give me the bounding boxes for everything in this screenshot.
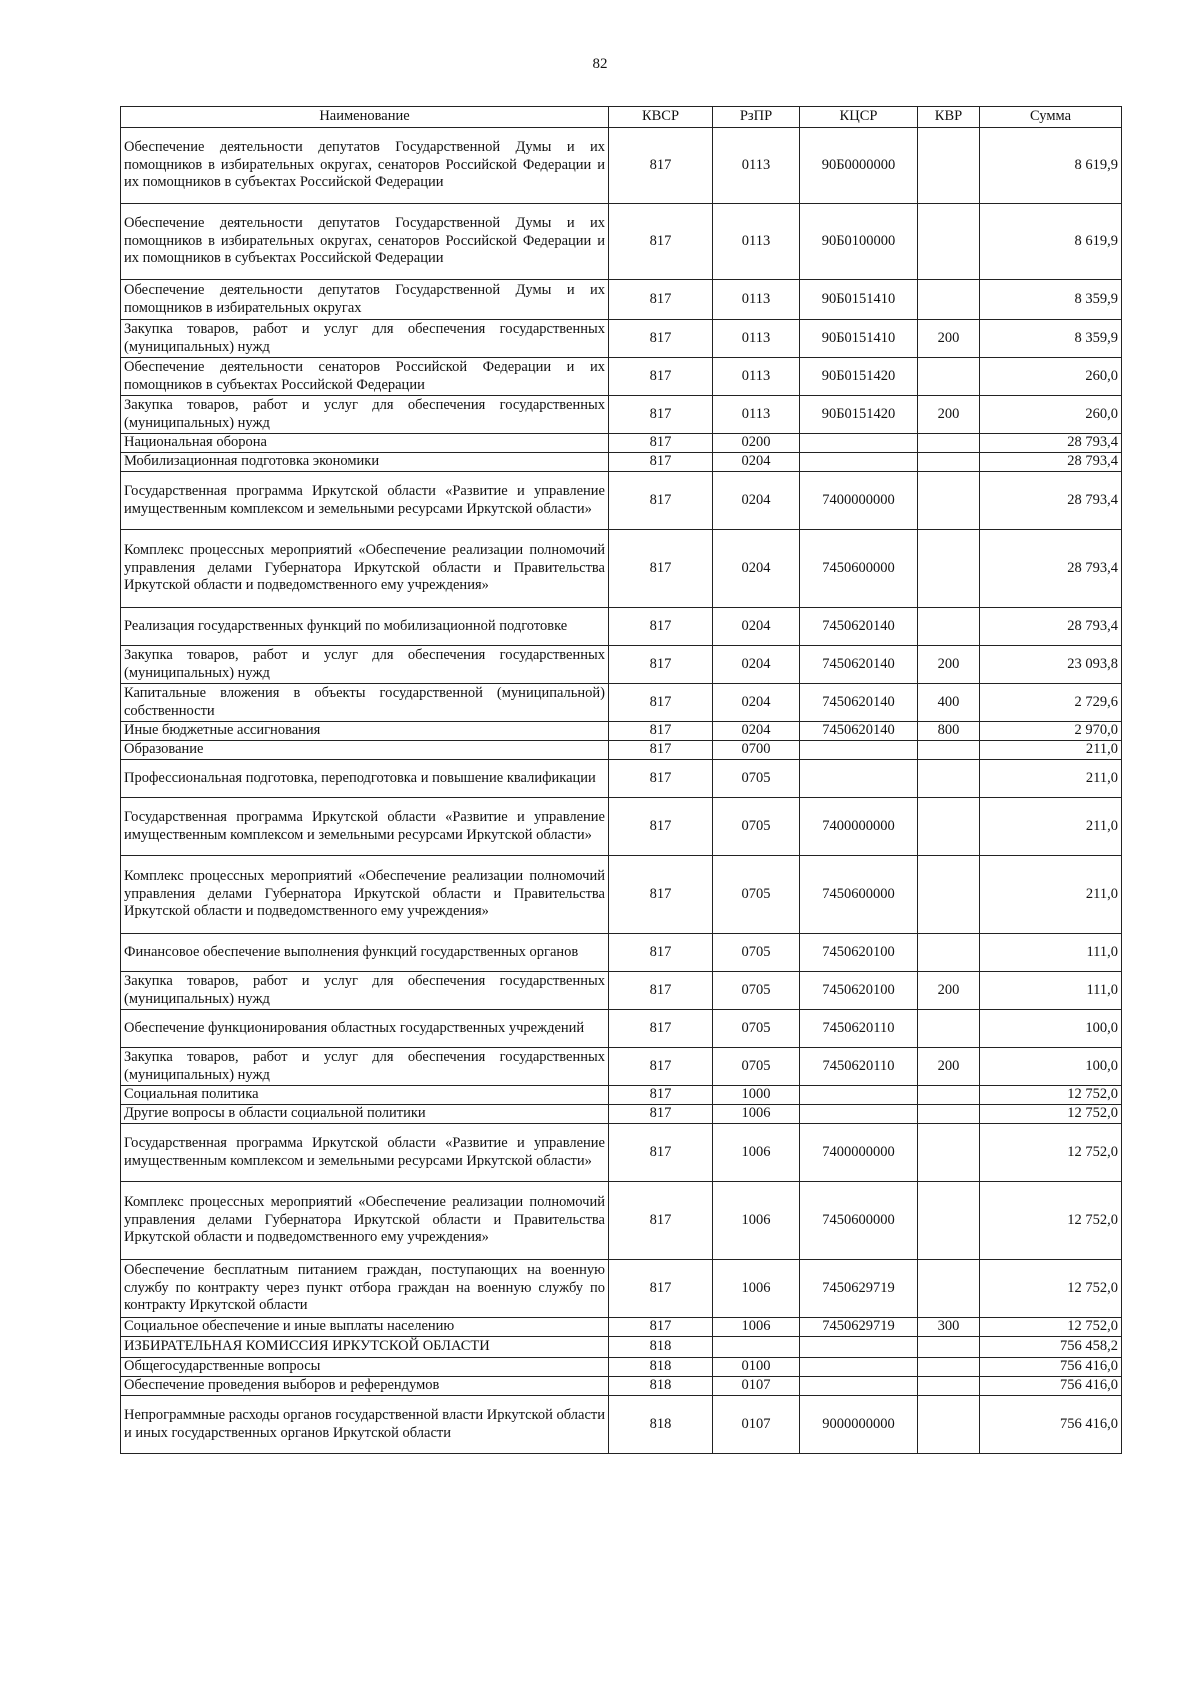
cell-name: Государственная программа Иркутской области «Развитие и управление имущественным комплексом и земельными ресурсами Иркутской области» — [121, 472, 609, 530]
cell-kcsr: 90Б0151420 — [800, 358, 918, 396]
table-row — [121, 1182, 1122, 1260]
cell-kvr — [918, 856, 980, 934]
cell-sum: 111,0 — [980, 972, 1122, 1010]
cell-kvsr: 817 — [609, 722, 713, 741]
cell-sum: 260,0 — [980, 358, 1122, 396]
cell-kcsr: 90Б0000000 — [800, 128, 918, 204]
header-kcsr: КЦСР — [800, 107, 918, 128]
cell-sum: 756 458,2 — [980, 1337, 1122, 1358]
cell-name: Закупка товаров, работ и услуг для обеспечения государственных (муниципальных) нужд — [121, 320, 609, 358]
cell-kcsr: 7450600000 — [800, 856, 918, 934]
cell-sum: 8 619,9 — [980, 204, 1122, 280]
cell-kvr — [918, 453, 980, 472]
table-row — [121, 320, 1122, 358]
budget-table — [120, 106, 1122, 1454]
cell-kvsr: 817 — [609, 934, 713, 972]
table-row — [121, 684, 1122, 722]
table-row — [121, 608, 1122, 646]
table-row — [121, 1396, 1122, 1454]
cell-kcsr: 7450629719 — [800, 1260, 918, 1318]
cell-kvsr: 817 — [609, 856, 713, 934]
cell-kvsr: 817 — [609, 760, 713, 798]
table-row — [121, 1377, 1122, 1396]
cell-name: Обеспечение деятельности депутатов Государственной Думы и их помощников в избирательных округах, сенаторов Российской Федерации и их помощников в субъектах Российской Федерации — [121, 128, 609, 204]
cell-kcsr — [800, 1337, 918, 1358]
cell-kvr — [918, 798, 980, 856]
cell-name: Закупка товаров, работ и услуг для обеспечения государственных (муниципальных) нужд — [121, 972, 609, 1010]
cell-kcsr: 7450620100 — [800, 934, 918, 972]
table-row — [121, 530, 1122, 608]
cell-kcsr — [800, 1105, 918, 1124]
cell-kvsr: 817 — [609, 1010, 713, 1048]
cell-rzpr: 1006 — [713, 1124, 800, 1182]
cell-kcsr — [800, 1086, 918, 1105]
table-row — [121, 1318, 1122, 1337]
cell-sum: 211,0 — [980, 741, 1122, 760]
cell-rzpr: 0705 — [713, 856, 800, 934]
cell-sum: 12 752,0 — [980, 1105, 1122, 1124]
cell-name: Социальное обеспечение и иные выплаты населению — [121, 1318, 609, 1337]
cell-kcsr — [800, 434, 918, 453]
cell-kvsr: 817 — [609, 798, 713, 856]
cell-name: Иные бюджетные ассигнования — [121, 722, 609, 741]
cell-sum: 111,0 — [980, 934, 1122, 972]
cell-rzpr: 0113 — [713, 358, 800, 396]
cell-kcsr: 90Б0151410 — [800, 320, 918, 358]
cell-kvsr: 817 — [609, 453, 713, 472]
table-row — [121, 646, 1122, 684]
table-row — [121, 472, 1122, 530]
cell-name: Социальная политика — [121, 1086, 609, 1105]
cell-kvsr: 817 — [609, 1124, 713, 1182]
cell-kcsr: 90Б0100000 — [800, 204, 918, 280]
cell-kvr — [918, 1358, 980, 1377]
cell-name: Обеспечение деятельности депутатов Государственной Думы и их помощников в избирательных округах, сенаторов Российской Федерации и их помощников в субъектах Российской Федерации — [121, 204, 609, 280]
cell-sum: 211,0 — [980, 856, 1122, 934]
cell-kvsr: 818 — [609, 1358, 713, 1377]
cell-name: Закупка товаров, работ и услуг для обеспечения государственных (муниципальных) нужд — [121, 1048, 609, 1086]
cell-kvr: 400 — [918, 684, 980, 722]
table-row — [121, 453, 1122, 472]
cell-kcsr: 9000000000 — [800, 1396, 918, 1454]
cell-kvr — [918, 1337, 980, 1358]
cell-kvr — [918, 1377, 980, 1396]
cell-name: Другие вопросы в области социальной политики — [121, 1105, 609, 1124]
cell-kvsr: 817 — [609, 320, 713, 358]
table-row — [121, 760, 1122, 798]
cell-rzpr: 0204 — [713, 722, 800, 741]
cell-kvr: 200 — [918, 396, 980, 434]
cell-kvsr: 817 — [609, 530, 713, 608]
cell-sum: 100,0 — [980, 1010, 1122, 1048]
cell-kvsr: 817 — [609, 1105, 713, 1124]
cell-kvsr: 817 — [609, 1260, 713, 1318]
cell-kvr — [918, 608, 980, 646]
cell-kvsr: 818 — [609, 1396, 713, 1454]
cell-kvr — [918, 760, 980, 798]
cell-name: Обеспечение функционирования областных государственных учреждений — [121, 1010, 609, 1048]
cell-name: Финансовое обеспечение выполнения функций государственных органов — [121, 934, 609, 972]
table-row — [121, 128, 1122, 204]
cell-kvr — [918, 204, 980, 280]
table-header-row — [121, 107, 1122, 128]
cell-kvr — [918, 280, 980, 320]
table-row — [121, 1358, 1122, 1377]
cell-sum: 211,0 — [980, 760, 1122, 798]
cell-rzpr: 1006 — [713, 1260, 800, 1318]
cell-kcsr: 7450600000 — [800, 1182, 918, 1260]
cell-kcsr — [800, 1358, 918, 1377]
cell-rzpr: 0705 — [713, 934, 800, 972]
cell-kcsr: 7450620140 — [800, 684, 918, 722]
cell-rzpr: 0204 — [713, 530, 800, 608]
cell-sum: 8 619,9 — [980, 128, 1122, 204]
cell-kvsr: 817 — [609, 1182, 713, 1260]
table-row — [121, 396, 1122, 434]
cell-rzpr: 0204 — [713, 472, 800, 530]
cell-kcsr: 7450600000 — [800, 530, 918, 608]
cell-rzpr: 1000 — [713, 1086, 800, 1105]
cell-kvsr: 817 — [609, 128, 713, 204]
header-sum: Сумма — [980, 107, 1122, 128]
cell-kvr — [918, 1124, 980, 1182]
page-number: 82 — [592, 56, 608, 72]
table-row — [121, 204, 1122, 280]
cell-name: Обеспечение проведения выборов и референдумов — [121, 1377, 609, 1396]
cell-kvr — [918, 741, 980, 760]
cell-rzpr: 0113 — [713, 320, 800, 358]
cell-kvr — [918, 1182, 980, 1260]
cell-rzpr: 0113 — [713, 204, 800, 280]
header-name: Наименование — [121, 107, 609, 128]
cell-rzpr: 0204 — [713, 453, 800, 472]
cell-sum: 12 752,0 — [980, 1124, 1122, 1182]
cell-name: Комплекс процессных мероприятий «Обеспечение реализации полномочий управления делами Губернатора Иркутской области и Правительства Иркутской области и подведомственного ему учреждения» — [121, 1182, 609, 1260]
table-row — [121, 1048, 1122, 1086]
cell-kcsr: 7450620110 — [800, 1010, 918, 1048]
cell-kcsr: 7400000000 — [800, 798, 918, 856]
cell-sum: 8 359,9 — [980, 280, 1122, 320]
cell-rzpr: 0705 — [713, 1048, 800, 1086]
cell-kcsr: 7450629719 — [800, 1318, 918, 1337]
cell-sum: 28 793,4 — [980, 530, 1122, 608]
cell-name: Капитальные вложения в объекты государственной (муниципальной) собственности — [121, 684, 609, 722]
cell-kcsr — [800, 1377, 918, 1396]
cell-kvsr: 818 — [609, 1377, 713, 1396]
cell-kvr — [918, 128, 980, 204]
cell-kcsr: 7450620140 — [800, 608, 918, 646]
table-row — [121, 1337, 1122, 1358]
cell-name: Общегосударственные вопросы — [121, 1358, 609, 1377]
cell-name: Комплекс процессных мероприятий «Обеспечение реализации полномочий управления делами Губернатора Иркутской области и Правительства Иркутской области и подведомственного ему учреждения» — [121, 856, 609, 934]
cell-kvsr: 818 — [609, 1337, 713, 1358]
table-row — [121, 358, 1122, 396]
table-row — [121, 722, 1122, 741]
cell-sum: 23 093,8 — [980, 646, 1122, 684]
cell-sum: 28 793,4 — [980, 453, 1122, 472]
cell-sum: 12 752,0 — [980, 1318, 1122, 1337]
cell-name: Образование — [121, 741, 609, 760]
cell-rzpr: 0705 — [713, 760, 800, 798]
cell-kcsr: 90Б0151420 — [800, 396, 918, 434]
cell-name: Обеспечение деятельности сенаторов Российской Федерации и их помощников в субъектах Российской Федерации — [121, 358, 609, 396]
table-row — [121, 934, 1122, 972]
cell-sum: 28 793,4 — [980, 608, 1122, 646]
cell-name: Обеспечение деятельности депутатов Государственной Думы и их помощников в избирательных округах — [121, 280, 609, 320]
cell-kcsr — [800, 453, 918, 472]
cell-kvr — [918, 472, 980, 530]
cell-kvr: 300 — [918, 1318, 980, 1337]
cell-kvr — [918, 1396, 980, 1454]
cell-kvr — [918, 1010, 980, 1048]
cell-rzpr: 0113 — [713, 280, 800, 320]
cell-name: Профессиональная подготовка, переподготовка и повышение квалификации — [121, 760, 609, 798]
cell-rzpr: 0107 — [713, 1377, 800, 1396]
cell-name: Непрограммные расходы органов государственной власти Иркутской области и иных государственных органов Иркутской области — [121, 1396, 609, 1454]
cell-name: Мобилизационная подготовка экономики — [121, 453, 609, 472]
cell-kcsr: 90Б0151410 — [800, 280, 918, 320]
cell-kvsr: 817 — [609, 204, 713, 280]
cell-kcsr — [800, 741, 918, 760]
cell-kvr — [918, 1086, 980, 1105]
cell-kvsr: 817 — [609, 646, 713, 684]
cell-sum: 260,0 — [980, 396, 1122, 434]
cell-kvsr: 817 — [609, 434, 713, 453]
cell-kvsr: 817 — [609, 684, 713, 722]
cell-kvsr: 817 — [609, 396, 713, 434]
cell-kvr — [918, 1260, 980, 1318]
cell-kvsr: 817 — [609, 358, 713, 396]
cell-rzpr: 0200 — [713, 434, 800, 453]
cell-kvr — [918, 934, 980, 972]
cell-name: Государственная программа Иркутской области «Развитие и управление имущественным комплексом и земельными ресурсами Иркутской области» — [121, 798, 609, 856]
table-row — [121, 1105, 1122, 1124]
table-row — [121, 972, 1122, 1010]
cell-sum: 28 793,4 — [980, 472, 1122, 530]
cell-name: Обеспечение бесплатным питанием граждан, поступающих на военную службу по контракту через пункт отбора граждан на военную службу по контракту Иркутской области — [121, 1260, 609, 1318]
cell-kcsr — [800, 760, 918, 798]
cell-kvsr: 817 — [609, 608, 713, 646]
header-kvsr: КВСР — [609, 107, 713, 128]
cell-kvr: 200 — [918, 972, 980, 1010]
header-rzpr: РзПР — [713, 107, 800, 128]
cell-rzpr: 1006 — [713, 1105, 800, 1124]
cell-kvr: 200 — [918, 1048, 980, 1086]
cell-sum: 12 752,0 — [980, 1260, 1122, 1318]
cell-name: ИЗБИРАТЕЛЬНАЯ КОМИССИЯ ИРКУТСКОЙ ОБЛАСТИ — [121, 1337, 609, 1358]
cell-rzpr: 1006 — [713, 1182, 800, 1260]
cell-sum: 100,0 — [980, 1048, 1122, 1086]
table-row — [121, 1260, 1122, 1318]
cell-kvr — [918, 358, 980, 396]
cell-kcsr: 7400000000 — [800, 1124, 918, 1182]
cell-kvr — [918, 434, 980, 453]
table-row — [121, 434, 1122, 453]
cell-rzpr: 0204 — [713, 608, 800, 646]
cell-rzpr: 0100 — [713, 1358, 800, 1377]
cell-rzpr: 0204 — [713, 684, 800, 722]
cell-rzpr: 1006 — [713, 1318, 800, 1337]
cell-kvr: 800 — [918, 722, 980, 741]
cell-sum: 2 970,0 — [980, 722, 1122, 741]
cell-sum: 756 416,0 — [980, 1377, 1122, 1396]
cell-kcsr: 7450620140 — [800, 722, 918, 741]
cell-name: Закупка товаров, работ и услуг для обеспечения государственных (муниципальных) нужд — [121, 646, 609, 684]
cell-sum: 756 416,0 — [980, 1396, 1122, 1454]
cell-kvr — [918, 530, 980, 608]
cell-kvsr: 817 — [609, 280, 713, 320]
cell-sum: 211,0 — [980, 798, 1122, 856]
cell-rzpr: 0705 — [713, 972, 800, 1010]
cell-kvr: 200 — [918, 646, 980, 684]
cell-kvsr: 817 — [609, 972, 713, 1010]
cell-kvsr: 817 — [609, 741, 713, 760]
cell-kvsr: 817 — [609, 1318, 713, 1337]
cell-kvr — [918, 1105, 980, 1124]
cell-name: Закупка товаров, работ и услуг для обеспечения государственных (муниципальных) нужд — [121, 396, 609, 434]
table-row — [121, 741, 1122, 760]
cell-sum: 12 752,0 — [980, 1086, 1122, 1105]
cell-name: Комплекс процессных мероприятий «Обеспечение реализации полномочий управления делами Губернатора Иркутской области и Правительства Иркутской области и подведомственного ему учреждения» — [121, 530, 609, 608]
cell-name: Национальная оборона — [121, 434, 609, 453]
cell-rzpr: 0113 — [713, 396, 800, 434]
table-row — [121, 1010, 1122, 1048]
cell-kcsr: 7400000000 — [800, 472, 918, 530]
cell-sum: 8 359,9 — [980, 320, 1122, 358]
cell-kcsr: 7450620140 — [800, 646, 918, 684]
cell-kvsr: 817 — [609, 472, 713, 530]
cell-rzpr: 0204 — [713, 646, 800, 684]
cell-rzpr: 0705 — [713, 1010, 800, 1048]
table-row — [121, 1124, 1122, 1182]
cell-name: Реализация государственных функций по мобилизационной подготовке — [121, 608, 609, 646]
cell-sum: 12 752,0 — [980, 1182, 1122, 1260]
table-row — [121, 856, 1122, 934]
cell-kcsr: 7450620110 — [800, 1048, 918, 1086]
header-kvr: КВР — [918, 107, 980, 128]
cell-rzpr — [713, 1337, 800, 1358]
table-row — [121, 1086, 1122, 1105]
cell-kvsr: 817 — [609, 1048, 713, 1086]
cell-rzpr: 0705 — [713, 798, 800, 856]
cell-rzpr: 0700 — [713, 741, 800, 760]
cell-kvr: 200 — [918, 320, 980, 358]
cell-sum: 28 793,4 — [980, 434, 1122, 453]
cell-rzpr: 0113 — [713, 128, 800, 204]
cell-sum: 756 416,0 — [980, 1358, 1122, 1377]
table-row — [121, 280, 1122, 320]
cell-sum: 2 729,6 — [980, 684, 1122, 722]
cell-kvsr: 817 — [609, 1086, 713, 1105]
cell-rzpr: 0107 — [713, 1396, 800, 1454]
cell-name: Государственная программа Иркутской области «Развитие и управление имущественным комплексом и земельными ресурсами Иркутской области» — [121, 1124, 609, 1182]
table-row — [121, 798, 1122, 856]
cell-kcsr: 7450620100 — [800, 972, 918, 1010]
